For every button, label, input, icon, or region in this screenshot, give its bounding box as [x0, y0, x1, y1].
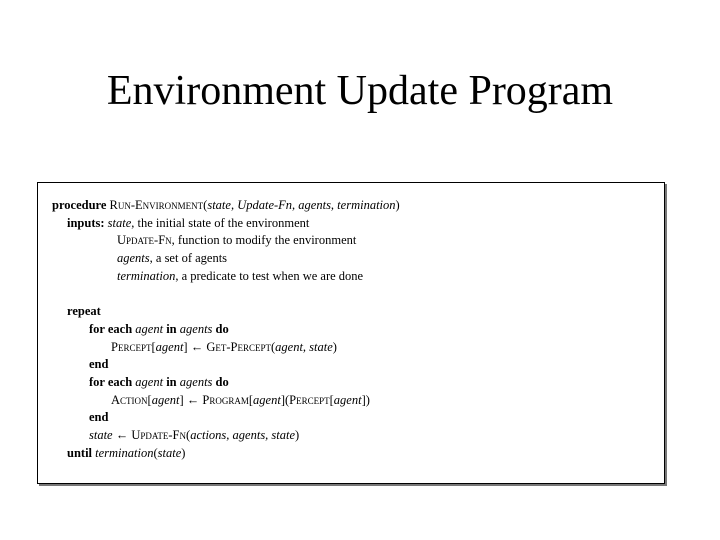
- procedure-args: state, Update-Fn, agents, termination: [207, 198, 396, 212]
- for-each-keyword: for each: [89, 374, 133, 389]
- input-state-desc: , the initial state of the environment: [131, 215, 310, 230]
- input-agents-line: [52, 250, 400, 268]
- input-termination: termination: [117, 268, 176, 283]
- termination-call: termination: [95, 445, 154, 460]
- procedure-line: [52, 197, 400, 215]
- action-arg: agent: [151, 392, 180, 407]
- state-update-line: state ← Update-Fn(actions, agents, state): [89, 427, 300, 442]
- slide-title: Environment Update Program: [106, 68, 614, 114]
- loop-collection: agents: [179, 321, 213, 336]
- algorithm-box: [37, 182, 665, 484]
- for-each-keyword: for each: [89, 321, 133, 336]
- get-percept-fn: Get-Percept: [206, 339, 271, 354]
- until-keyword: until: [67, 445, 93, 460]
- input-termination-desc: , a predicate to test when we are done: [175, 268, 364, 283]
- assign-arrow: ←: [186, 392, 200, 407]
- program-fn: Program: [202, 392, 249, 407]
- state-var: state: [89, 427, 113, 442]
- do-keyword: do: [215, 321, 229, 336]
- repeat-line: [52, 303, 400, 321]
- procedure-name: Run-Environment: [109, 198, 204, 212]
- percept-assign-line: Percept[agent] ← Get-Percept(agent, state): [111, 339, 337, 354]
- get-percept-args: agent, state: [275, 339, 333, 354]
- action-fn: Action: [111, 392, 148, 407]
- for-each-line-2: [52, 374, 400, 392]
- for-each-line-1: [52, 321, 400, 339]
- end-keyword: end: [89, 410, 109, 425]
- action-assign-line: Action[agent] ← Program[agent](Percept[agent]): [111, 392, 370, 407]
- do-keyword: do: [215, 374, 229, 389]
- termination-arg: state: [157, 445, 182, 460]
- assign-arrow: ←: [190, 339, 204, 354]
- input-agents-desc: , a set of agents: [149, 251, 228, 266]
- assign-arrow: ←: [115, 427, 129, 442]
- until-line: until termination(state): [67, 445, 186, 460]
- in-keyword: in: [166, 321, 177, 336]
- input-update-fn-line: [52, 232, 400, 250]
- loop-collection: agents: [179, 374, 213, 389]
- end-line-1: [52, 356, 400, 374]
- input-update-fn: Update-Fn: [117, 233, 172, 248]
- paren-open: (: [203, 198, 208, 212]
- repeat-keyword: repeat: [67, 304, 101, 319]
- program-arg: agent: [253, 392, 281, 407]
- input-agents: agents: [117, 251, 150, 266]
- loop-var: agent: [135, 321, 164, 336]
- blank-line: [52, 285, 400, 303]
- pseudocode: [52, 197, 400, 462]
- percept-fn: Percept: [289, 392, 330, 407]
- percept-fn: Percept: [111, 339, 152, 354]
- end-line-2: [52, 409, 400, 427]
- update-fn-args: actions, agents, state: [190, 427, 296, 442]
- input-update-fn-desc: , function to modify the environment: [171, 233, 357, 248]
- in-keyword: in: [166, 374, 177, 389]
- input-termination-line: [52, 268, 400, 286]
- update-fn-call: Update-Fn: [131, 427, 187, 442]
- loop-var: agent: [135, 374, 164, 389]
- percept-arg: agent: [155, 339, 184, 354]
- inputs-line: [52, 215, 400, 233]
- procedure-keyword: procedure: [52, 198, 107, 212]
- paren-close: ): [395, 198, 400, 212]
- end-keyword: end: [89, 357, 109, 372]
- input-state: state: [107, 215, 132, 230]
- inputs-keyword: inputs:: [67, 215, 105, 230]
- percept-arg: agent: [333, 392, 362, 407]
